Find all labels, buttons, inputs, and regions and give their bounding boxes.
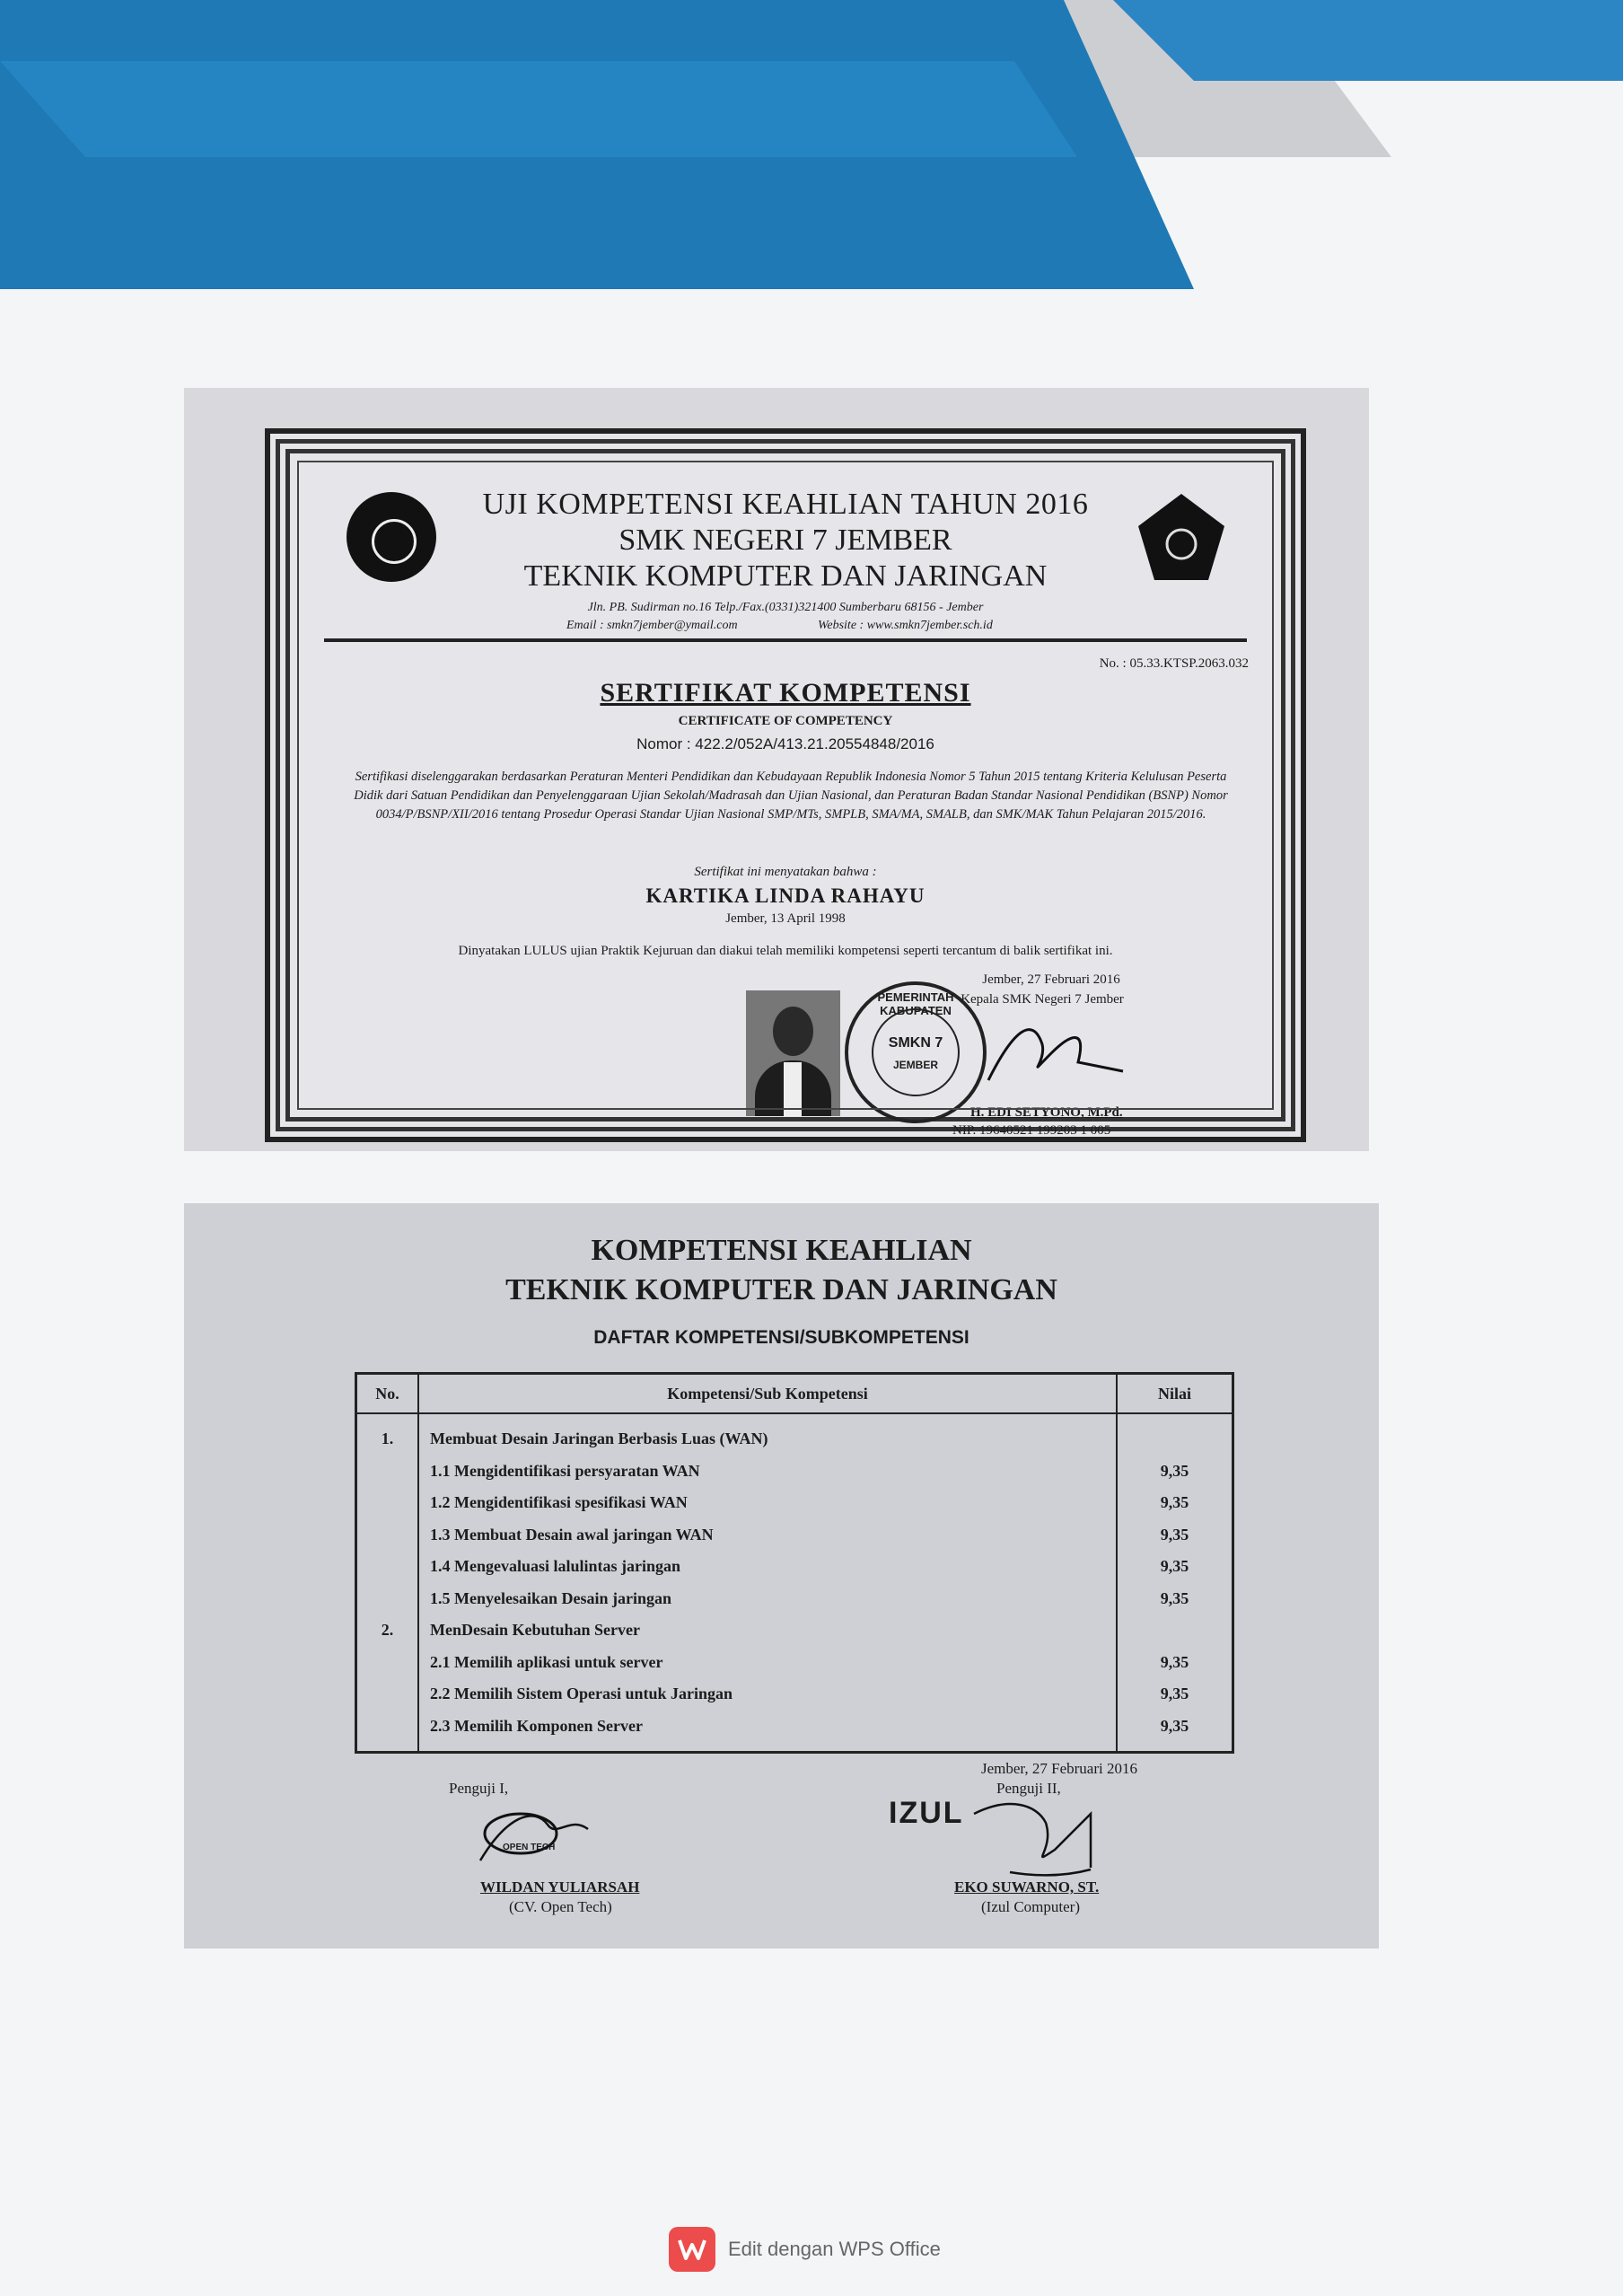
examiner2-stamp: IZUL	[889, 1796, 964, 1830]
wps-edit-label: Edit dengan WPS Office	[728, 2238, 941, 2260]
cert-title-line1: UJI KOMPETENSI KEAHLIAN TAHUN 2016	[482, 488, 1089, 521]
examiner2-company: (Izul Computer)	[981, 1898, 1080, 1915]
col-competency: Kompetensi/Sub Kompetensi	[418, 1374, 1117, 1414]
examiner2-label: Penguji II,	[996, 1780, 1061, 1797]
school-email: Email : smkn7jember@ymail.com	[566, 619, 738, 632]
certificate-subheading: CERTIFICATE OF COMPETENCY	[678, 714, 893, 728]
competency-title-line2: TEKNIK KOMPUTER DAN JARINGAN	[505, 1273, 1057, 1306]
table-row: 2.2 Memilih Sistem Operasi untuk Jaringan 9,35	[356, 1678, 1233, 1711]
principal-name: H. EDI SETYONO, M.Pd.	[970, 1105, 1123, 1120]
school-address: Jln. PB. Sudirman no.16 Telp./Fax.(0331)321400 Sumberbaru 68156 - Jember	[587, 601, 984, 614]
declaration-text: Sertifikat ini menyatakan bahwa :	[694, 865, 877, 879]
certificate-border	[265, 428, 1306, 1142]
table-row: 1.1 Mengidentifikasi persyaratan WAN 9,35	[356, 1456, 1233, 1488]
stamp-bottom-text: JEMBER	[892, 1059, 938, 1071]
school-emblem-logo	[1136, 492, 1226, 582]
table-row: 1. Membuat Desain Jaringan Berbasis Luas (WAN)	[356, 1423, 1233, 1456]
wps-edit-link[interactable]	[669, 2227, 941, 2272]
header-banner	[0, 0, 1623, 305]
examiner1-company: (CV. Open Tech)	[509, 1898, 612, 1915]
school-website: Website : www.smkn7jember.sch.id	[818, 619, 993, 632]
examiner1-signature	[462, 1798, 606, 1878]
examiner1-stamp: OPEN TECH	[503, 1843, 556, 1852]
certificate-photo	[184, 388, 1369, 1151]
examination-date: Jember, 27 Februari 2016	[980, 1760, 1137, 1777]
recipient-name: KARTIKA LINDA RAHAYU	[645, 884, 926, 907]
official-stamp	[845, 981, 987, 1123]
wps-office-icon	[669, 2227, 715, 2272]
cert-title-line2: SMK NEGERI 7 JEMBER	[618, 523, 952, 557]
result-statement: Dinyatakan LULUS ujian Praktik Kejuruan dan diakui telah memiliki kompetensi seperti tercantum di balik sertifikat ini.	[458, 944, 1113, 958]
principal-signature	[979, 1008, 1132, 1098]
table-row: 1.3 Membuat Desain awal jaringan WAN 9,35	[356, 1519, 1233, 1552]
stamp-top-text: PEMERINTAH KABUPATEN	[877, 990, 954, 1017]
stamp-mid-text: SMKN 7	[888, 1035, 943, 1051]
header-rule	[324, 638, 1247, 642]
col-score: Nilai	[1117, 1374, 1233, 1414]
competency-photo	[184, 1203, 1379, 1949]
legal-basis-paragraph: Sertifikasi diselenggarakan berdasarkan Peraturan Menteri Pendidikan dan Kebudayaan Republik Indonesia Nomor 5 Tahun 2015 tentang Kriteria Kelulusan Peserta Didik dari Satuan Pendidikan dan Penyelenggaraan Ujian Sekolah/Madrasah dan Ujian Nasional, dan Peraturan Badan Standar Nasional Pendidikan (BSNP) Nomor 0034/P/BSNP/XII/2016 tentang Prosedur Operasi Standar Ujian Nasional SMP/MTs, SMPLB, SMA/MA, SMALB, dan SMK/MAK Tahun Pelajaran 2015/2016.	[354, 770, 1228, 822]
table-row: 1.4 Mengevaluasi lalulintas jaringan 9,35	[356, 1551, 1233, 1583]
document-number: No. : 05.33.KTSP.2063.032	[1099, 656, 1249, 671]
col-no: No.	[356, 1374, 419, 1414]
competency-table	[355, 1372, 1234, 1754]
sign-date: Jember, 27 Februari 2016	[982, 972, 1120, 987]
examiner2-signature	[956, 1787, 1118, 1886]
table-row: 2. MenDesain Kebutuhan Server	[356, 1614, 1233, 1647]
examiner1-label: Penguji I,	[449, 1780, 509, 1797]
table-header	[356, 1374, 1233, 1414]
certificate-heading: SERTIFIKAT KOMPETENSI	[600, 678, 971, 708]
header-shape-mid	[0, 61, 1077, 157]
examiner2-name: EKO SUWARNO, ST.	[954, 1878, 1100, 1896]
principal-nip: NIP. 19640521 199203 1 005	[952, 1123, 1111, 1138]
tut-wuri-handayani-logo	[347, 492, 436, 582]
competency-list-title: DAFTAR KOMPETENSI/SUBKOMPETENSI	[593, 1327, 969, 1348]
cert-title-line3: TEKNIK KOMPUTER DAN JARINGAN	[523, 559, 1048, 593]
table-row: 2.1 Memilih aplikasi untuk server 9,35	[356, 1647, 1233, 1679]
header-shape-light	[1113, 0, 1623, 81]
table-row: 1.2 Mengidentifikasi spesifikasi WAN 9,35	[356, 1487, 1233, 1519]
recipient-birth: Jember, 13 April 1998	[725, 911, 846, 926]
sign-role: Kepala SMK Negeri 7 Jember	[961, 992, 1124, 1007]
competency-title-line1: KOMPETENSI KEAHLIAN	[591, 1234, 972, 1267]
examiner1-name: WILDAN YULIARSAH	[480, 1878, 640, 1896]
table-row: 2.3 Memilih Komponen Server 9,35	[356, 1711, 1233, 1743]
student-photo	[746, 990, 840, 1116]
table-row: 1.5 Menyelesaikan Desain jaringan 9,35	[356, 1583, 1233, 1615]
certificate-number: Nomor : 422.2/052A/413.21.20554848/2016	[636, 735, 934, 752]
